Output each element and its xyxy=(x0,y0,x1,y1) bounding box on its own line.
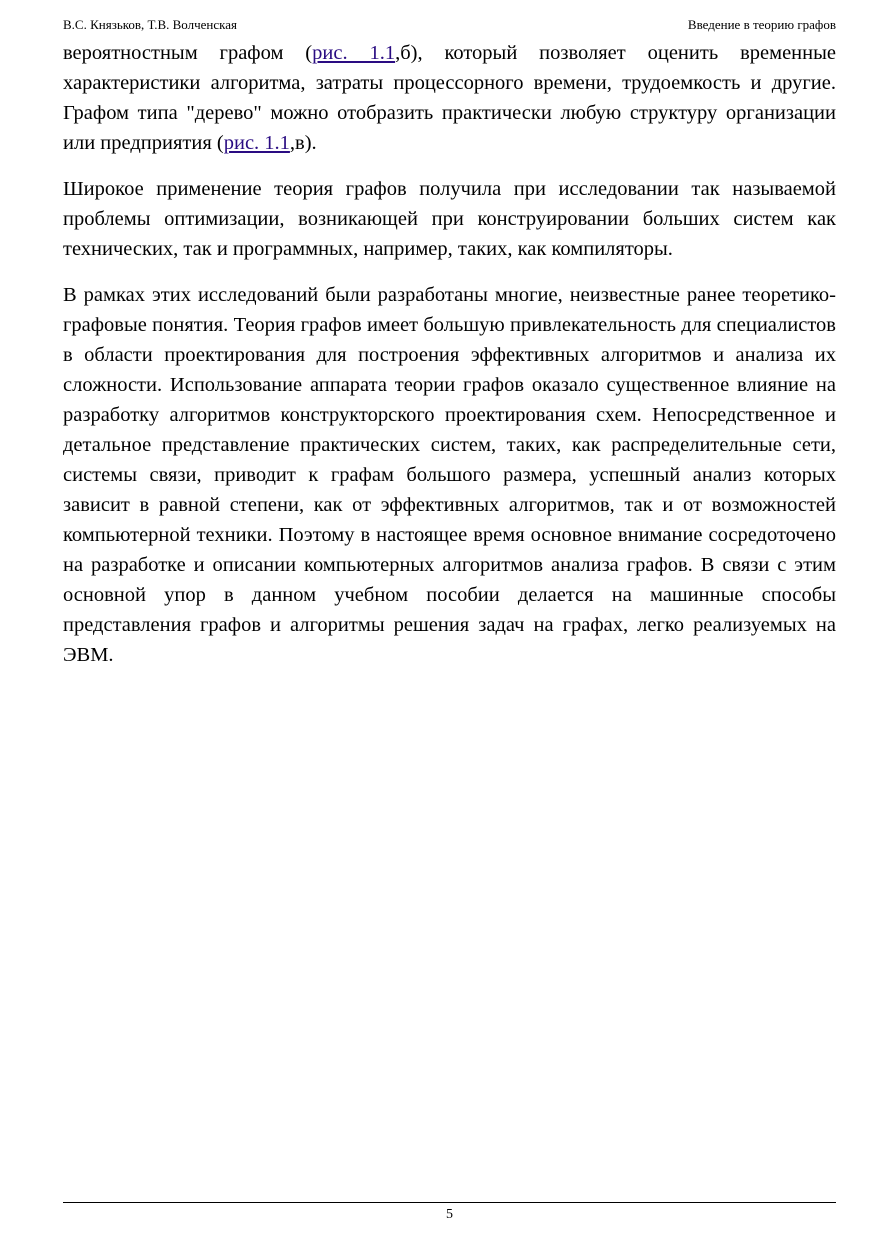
paragraph-1-text-c: ,в). xyxy=(289,132,317,154)
header-book-title: Введение в теорию графов xyxy=(687,17,836,32)
paragraph-1 xyxy=(63,38,836,158)
figure-link-1-1-b[interactable]: рис. 1.1 xyxy=(312,42,396,64)
paragraph-1-text-a: вероятностным графом ( xyxy=(63,42,313,64)
paragraph-2: Широкое применение теория графов получила при исследовании так называемой проблемы оптимизации, возникающей при конструировании больших систем как технических, так и программных, например, таких, как компиляторы. xyxy=(63,178,836,260)
footer-divider xyxy=(63,1202,836,1203)
page-header xyxy=(63,16,836,34)
figure-link-1-1-c[interactable]: рис. 1.1 xyxy=(223,132,290,154)
paragraph-3: В рамках этих исследований были разработаны многие, неизвестные ранее теоретико-графовые понятия. Теория графов имеет большую привлекательность для специалистов в области проектирования для построения эффективных алгоритмов и анализа их сложности. Использование аппарата теории графов оказало существенное влияние на разработку алгоритмов конструкторского проектирования схем. Непосредственное и детальное представление практических систем, таких, как распределительные сети, системы связи, приводит к графам большого размера, успешный анализ которых зависит в равной степени, как от эффективных алгоритмов, так и от возможностей компьютерной техники. Поэтому в настоящее время основное внимание сосредоточено на разработке и описании компьютерных алгоритмов анализа графов. В связи с этим основной упор в данном учебном пособии делается на машинные способы представления графов и алгоритмы решения задач на графах, легко реализуемых на ЭВМ. xyxy=(63,284,836,666)
page-number: 5 xyxy=(446,1207,453,1222)
paragraph-1-text-b: ,б), который позволяет оценить временные характеристики алгоритма, затраты процессорного времени, трудоемкость и другие. Графом типа "дерево" можно отобразить практически любую структуру организации или предприятия ( xyxy=(63,42,836,154)
main-content xyxy=(63,38,836,686)
header-authors: В.С. Князьков, Т.В. Волченская xyxy=(63,17,238,32)
